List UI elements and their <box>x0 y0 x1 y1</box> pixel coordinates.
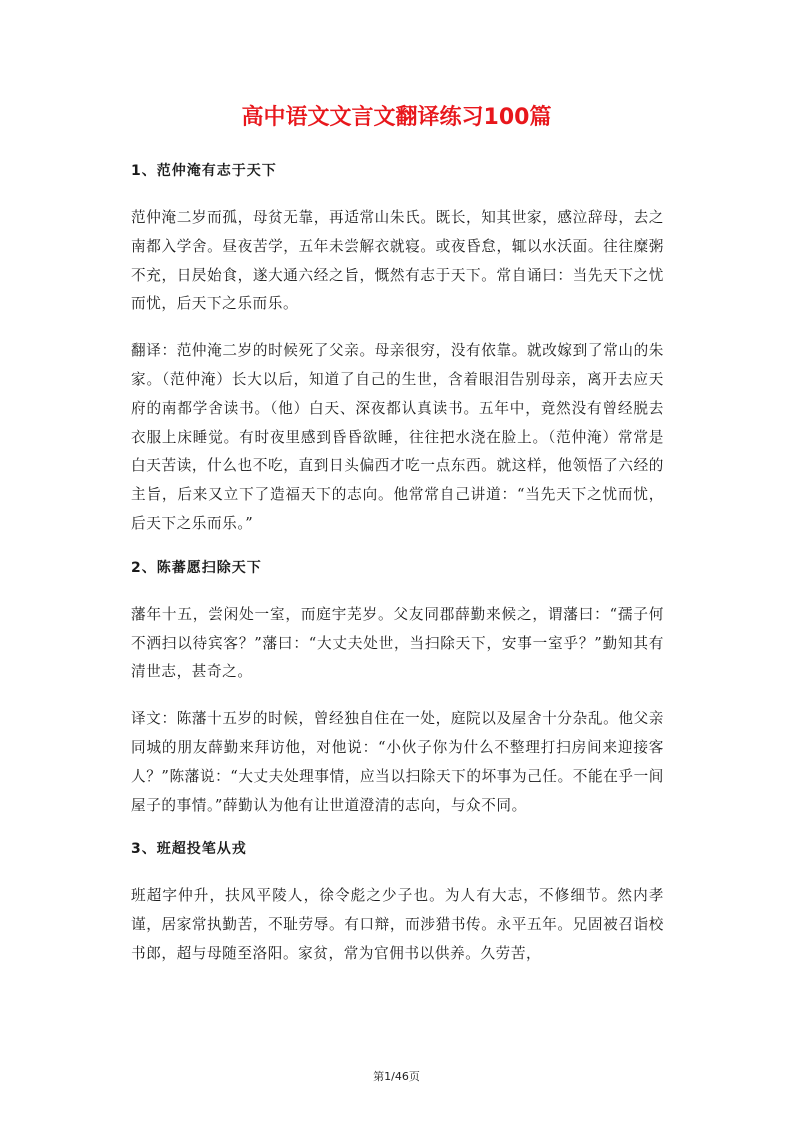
document-body <box>131 160 664 987</box>
document-title: 高中语文文言文翻译练习100篇 <box>241 105 552 130</box>
section-fan-zhongyan <box>131 160 664 539</box>
section-ban-chao <box>131 838 664 968</box>
page-number: 第1/46页 <box>373 1070 420 1083</box>
original-text-paragraph: 藩年十五，尝闲处一室，而庭宇芜岁。父友同郡薛勤来候之，谓藩曰：“孺子何不洒扫以待宾客？”藩曰：“大丈夫处世，当扫除天下，安事一室乎？”勤知其有清世志，甚奇之。 <box>131 605 664 681</box>
section-heading: 3、班超投笔从戎 <box>131 841 247 858</box>
section-heading: 1、范仲淹有志于天下 <box>131 163 277 179</box>
section-chen-fan <box>131 557 664 821</box>
section-heading: 2、陈蕃愿扫除天下 <box>131 559 262 576</box>
original-text-paragraph: 班超字仲升，扶风平陵人，徐令彪之少子也。为人有大志，不修细节。然内孝谨，居家常执勤苦，不耻劳辱。有口辩，而涉猎书传。永平五年。兄固被召诣校书郎，超与母随至洛阳。家贫，常为官佣书以供养。久劳苦， <box>131 887 664 962</box>
translation-paragraph: 翻译：范仲淹二岁的时候死了父亲。母亲很穷，没有依靠。就改嫁到了常山的朱家。（范仲淹）长大以后，知道了自己的生世，含着眼泪告别母亲，离开去应天府的南都学舍读书。（他）白天、深夜都认真读书。五年中，竟然没有曾经脱去衣服上床睡觉。有时夜里感到昏昏欲睡，往往把水浇在脸上。（范仲淹）常常是白天苦读，什么也不吃，直到日头偏西才吃一点东西。就这样，他领悟了六经的主旨，后来又立下了造福天下的志向。他常常自己讲道：“当先天下之忧而忧，后天下之乐而乐。” <box>131 342 664 532</box>
original-text-paragraph: 范仲淹二岁而孤，母贫无靠，再适常山朱氏。既长，知其世家，感泣辞母，去之南都入学舍。昼夜苦学，五年未尝解衣就寝。或夜昏怠，辄以水沃面。往往糜粥不充，日昃始食，遂大通六经之旨，慨然有志于天下。常自诵曰：当先天下之忧而忧，后天下之乐而乐。 <box>131 209 664 313</box>
translation-paragraph: 译文：陈藩十五岁的时候，曾经独自住在一处，庭院以及屋舍十分杂乱。他父亲同城的朋友薛勤来拜访他，对他说：“小伙子你为什么不整理打扫房间来迎接客人？”陈藩说：“大丈夫处理事情，应当以扫除天下的坏事为己任。不能在乎一间屋子的事情。”薛勤认为他有让世道澄清的志向，与众不同。 <box>131 710 664 814</box>
